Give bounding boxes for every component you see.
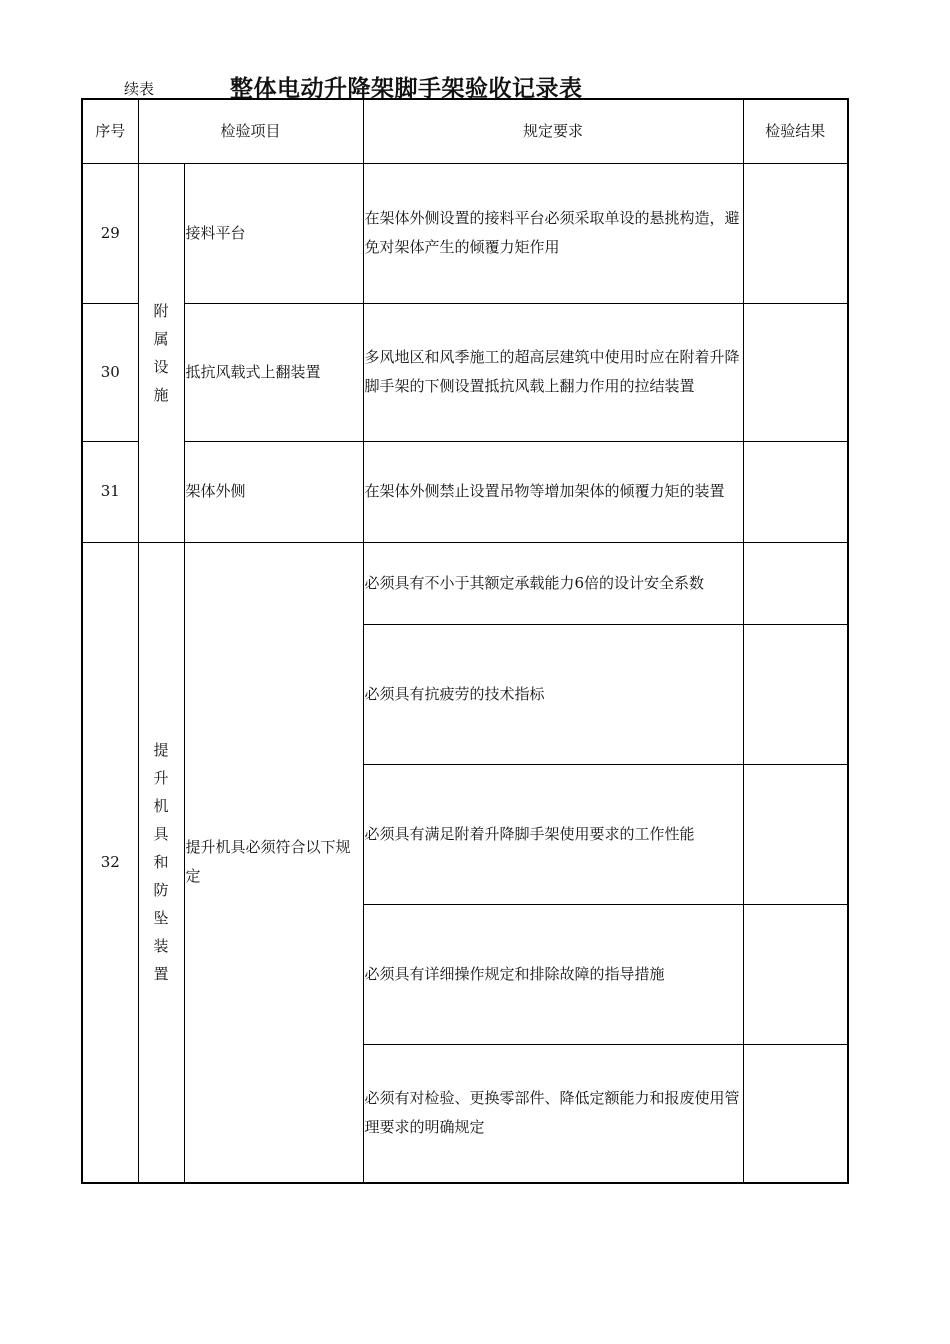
row-requirement: 必须具有不小于其额定承载能力6倍的设计安全系数: [363, 542, 743, 624]
table-row: [82, 441, 848, 542]
inspection-record-table: [81, 98, 847, 1186]
row-result[interactable]: [743, 163, 848, 303]
row-result[interactable]: [743, 624, 848, 764]
row-seq: 31: [82, 441, 138, 542]
row-result[interactable]: [743, 303, 848, 441]
row-requirement: 必须具有满足附着升降脚手架使用要求的工作性能: [363, 764, 743, 904]
row-item: 架体外侧: [184, 441, 363, 542]
table-row: [82, 303, 848, 441]
category-label: 提升机具和防坠装置: [153, 741, 169, 984]
table-row: [82, 542, 848, 624]
header-seq: 序号: [82, 99, 138, 163]
category-label: 附属设施: [153, 301, 169, 404]
row-item: 抵抗风载式上翻装置: [184, 303, 363, 441]
row-item: 提升机具必须符合以下规定: [184, 542, 363, 1183]
table-row: [82, 163, 848, 303]
row-seq: 29: [82, 163, 138, 303]
row-seq: 30: [82, 303, 138, 441]
header-item: 检验项目: [138, 99, 363, 163]
category-cell: [138, 163, 184, 542]
row-result[interactable]: [743, 904, 848, 1044]
header-result: 检验结果: [743, 99, 848, 163]
row-requirement: 必须具有抗疲劳的技术指标: [363, 624, 743, 764]
row-result[interactable]: [743, 764, 848, 904]
page-title: 整体电动升降架脚手架验收记录表: [230, 75, 583, 102]
row-result[interactable]: [743, 1044, 848, 1183]
row-requirement: 必须有对检验、更换零部件、降低定额能力和报废使用管理要求的明确规定: [363, 1044, 743, 1183]
row-seq: 32: [82, 542, 138, 1183]
row-result[interactable]: [743, 542, 848, 624]
row-requirement: 在架体外侧设置的接料平台必须采取单设的悬挑构造，避免对架体产生的倾覆力矩作用: [363, 163, 743, 303]
row-requirement: 必须具有详细操作规定和排除故障的指导措施: [363, 904, 743, 1044]
continued-label: 续表: [124, 80, 155, 98]
row-requirement: 在架体外侧禁止设置吊物等增加架体的倾覆力矩的装置: [363, 441, 743, 542]
category-cell: [138, 542, 184, 1183]
header-row: [82, 99, 848, 163]
row-result[interactable]: [743, 441, 848, 542]
row-requirement: 多风地区和风季施工的超高层建筑中使用时应在附着升降脚手架的下侧设置抵抗风载上翻力作用的拉结装置: [363, 303, 743, 441]
row-item: 接料平台: [184, 163, 363, 303]
header-requirement: 规定要求: [363, 99, 743, 163]
